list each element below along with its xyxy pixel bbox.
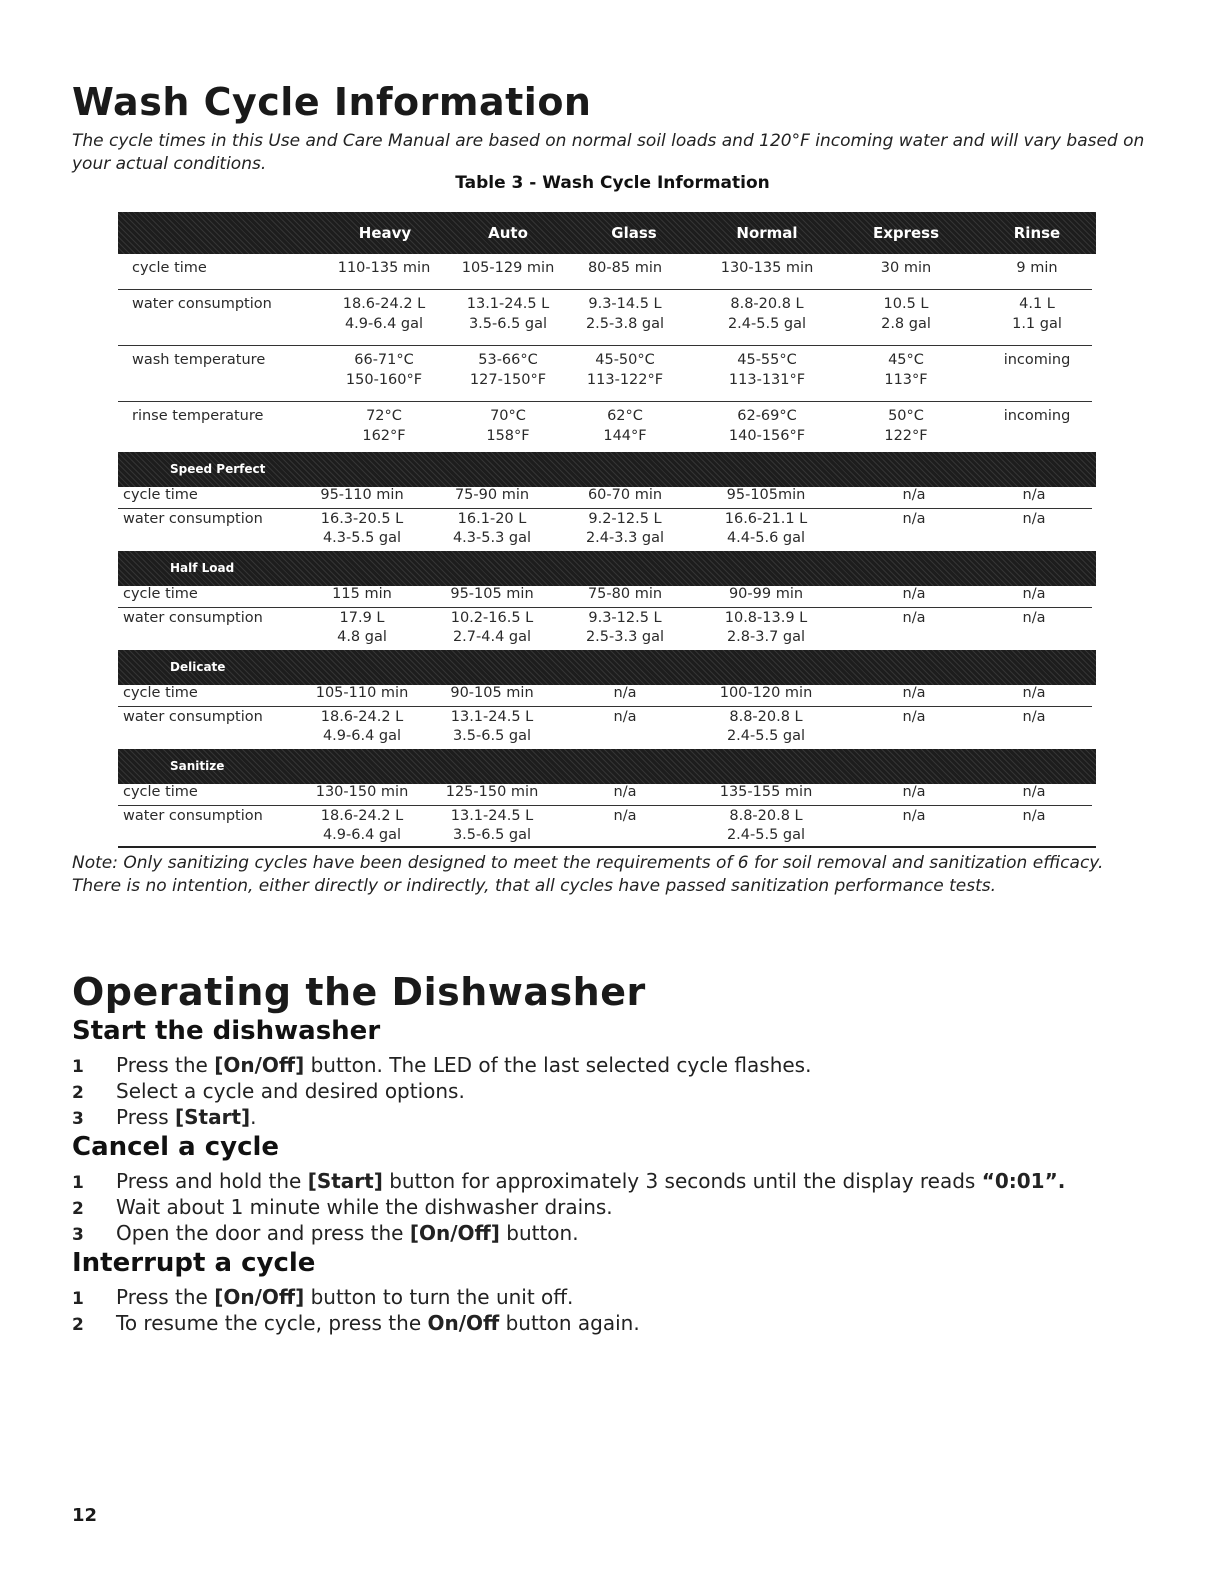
step-item <box>72 1053 811 1077</box>
row-label: rinse temperature <box>132 408 264 424</box>
table-cell: 13.1-24.5 L <box>466 296 550 312</box>
step-text: . <box>250 1105 257 1129</box>
table-cell: n/a <box>902 511 926 527</box>
step-number: 1 <box>72 1289 84 1309</box>
row-divider <box>118 401 1092 402</box>
table-cell: 62-69°C <box>737 408 797 424</box>
table-cell: n/a <box>1022 784 1046 800</box>
table-cell: 4.4-5.6 gal <box>726 530 806 546</box>
table-cell: 13.1-24.5 L <box>450 709 534 725</box>
table-cell: 115 min <box>332 586 392 602</box>
table-cell: n/a <box>902 808 926 824</box>
table-cell: 9.2-12.5 L <box>588 511 662 527</box>
table-cell: 16.1-20 L <box>457 511 527 527</box>
step-text: Press the <box>116 1285 215 1309</box>
column-header-normal: Normal <box>736 224 798 242</box>
table-cell: 53-66°C <box>478 352 538 368</box>
table-cell: 2.8-3.7 gal <box>726 629 806 645</box>
subsection-title: Interrupt a cycle <box>72 1248 316 1278</box>
table-cell: 13.1-24.5 L <box>450 808 534 824</box>
table-cell: n/a <box>902 586 926 602</box>
table-cell: 113-122°F <box>586 372 664 388</box>
table-cell: n/a <box>1022 709 1046 725</box>
page-title: Wash Cycle Information <box>72 80 592 124</box>
table-cell: 95-105min <box>726 487 806 503</box>
step-item <box>72 1169 1065 1193</box>
table-cell: 4.9-6.4 gal <box>344 316 424 332</box>
table-cell: 3.5-6.5 gal <box>468 316 548 332</box>
table-cell: 2.8 gal <box>881 316 931 332</box>
step-text: button for approximately 3 seconds until the display reads <box>382 1169 982 1193</box>
table-cell: 18.6-24.2 L <box>342 296 426 312</box>
section-name: Half Load <box>170 561 235 575</box>
section-band-sanitize <box>118 749 1096 784</box>
table-cell: n/a <box>613 784 637 800</box>
table-cell: n/a <box>613 709 637 725</box>
table-cell: 150-160°F <box>345 372 423 388</box>
step-item <box>72 1285 573 1309</box>
step-number: 3 <box>72 1109 84 1129</box>
table-cell: 8.8-20.8 L <box>730 296 804 312</box>
column-header-rinse: Rinse <box>1013 224 1061 242</box>
table-cell: n/a <box>1022 610 1046 626</box>
step-text: Wait about 1 minute while the dishwasher drains. <box>116 1195 613 1219</box>
table-cell: n/a <box>1022 511 1046 527</box>
row-divider <box>118 508 1092 509</box>
table-cell: 4.9-6.4 gal <box>322 728 402 744</box>
row-label: water consumption <box>123 610 263 626</box>
table-cell: 158°F <box>486 428 530 444</box>
step-text: Press the <box>116 1053 215 1077</box>
table-cell: n/a <box>1022 586 1046 602</box>
table-cell: 4.3-5.5 gal <box>322 530 402 546</box>
row-divider <box>118 607 1092 608</box>
table-cell: 8.8-20.8 L <box>729 709 803 725</box>
table-cell: 60-70 min <box>587 487 663 503</box>
step-text: button again. <box>499 1311 640 1335</box>
table-cell: 105-129 min <box>461 260 555 276</box>
table-cell: n/a <box>902 685 926 701</box>
table-bottom-rule <box>118 846 1096 848</box>
table-cell: 2.4-5.5 gal <box>727 316 807 332</box>
table-cell: 3.5-6.5 gal <box>452 728 532 744</box>
table-cell: 3.5-6.5 gal <box>452 827 532 843</box>
table-cell: n/a <box>1022 685 1046 701</box>
table-cell: 16.6-21.1 L <box>724 511 808 527</box>
table-cell: 105-110 min <box>315 685 409 701</box>
table-cell: 50°C <box>888 408 924 424</box>
section-name: Delicate <box>170 660 226 674</box>
section-band-half-load <box>118 551 1096 586</box>
table-cell: 18.6-24.2 L <box>320 808 404 824</box>
table-cell: 30 min <box>880 260 932 276</box>
table-header-band <box>118 212 1096 254</box>
table-cell: n/a <box>613 685 637 701</box>
table-cell: 9.3-12.5 L <box>588 610 662 626</box>
button-name: [On/Off] <box>214 1285 305 1309</box>
table-cell: 95-105 min <box>450 586 534 602</box>
table-cell: 17.9 L <box>339 610 385 626</box>
step-text: To resume the cycle, press the <box>116 1311 428 1335</box>
table-cell: 113°F <box>884 372 928 388</box>
row-divider <box>118 706 1092 707</box>
row-label: water consumption <box>123 808 263 824</box>
table-cell: incoming <box>1003 352 1071 368</box>
row-label: cycle time <box>123 586 198 602</box>
intro-text: The cycle times in this Use and Care Manual are based on normal soil loads and 120°F incoming water and will vary based on your actual conditions. <box>72 131 1145 174</box>
table-cell: 16.3-20.5 L <box>320 511 404 527</box>
step-item <box>72 1105 257 1129</box>
table-cell: 45°C <box>888 352 924 368</box>
table-cell: 140-156°F <box>728 428 806 444</box>
subsection-title: Start the dishwasher <box>72 1016 381 1046</box>
table-cell: 1.1 gal <box>1012 316 1062 332</box>
row-divider <box>118 805 1092 806</box>
table-cell: 9 min <box>1016 260 1058 276</box>
button-name: [Start] <box>307 1169 383 1193</box>
step-item <box>72 1079 465 1103</box>
row-divider <box>118 345 1092 346</box>
step-text: button. <box>499 1221 579 1245</box>
step-item <box>72 1311 640 1335</box>
table-cell: 4.3-5.3 gal <box>452 530 532 546</box>
table-cell: 18.6-24.2 L <box>320 709 404 725</box>
step-number: 1 <box>72 1057 84 1077</box>
table-cell: 90-105 min <box>450 685 534 701</box>
step-text: Select a cycle and desired options. <box>116 1079 465 1103</box>
table-cell: n/a <box>1022 808 1046 824</box>
table-cell: 122°F <box>884 428 928 444</box>
table-cell: 2.4-3.3 gal <box>585 530 665 546</box>
row-label: wash temperature <box>132 352 266 368</box>
column-header-auto: Auto <box>488 224 528 242</box>
table-cell: 127-150°F <box>469 372 547 388</box>
step-item <box>72 1221 579 1245</box>
table-cell: 4.1 L <box>1019 296 1055 312</box>
table-cell: 75-90 min <box>454 487 530 503</box>
subsection-title: Cancel a cycle <box>72 1132 280 1162</box>
table-cell: 45-55°C <box>737 352 797 368</box>
table-cell: 8.8-20.8 L <box>729 808 803 824</box>
table-cell: 2.7-4.4 gal <box>452 629 532 645</box>
table-note: Note: Only sanitizing cycles have been designed to meet the requirements of 6 for soil removal and sanitization efficacy. There is no intention, either directly or indirectly, that all cycles have passed sanitization performance tests. <box>72 853 1104 896</box>
table-cell: 10.8-13.9 L <box>724 610 808 626</box>
table-cell: 162°F <box>362 428 406 444</box>
table-cell: 72°C <box>366 408 402 424</box>
section-band-speed-perfect <box>118 452 1096 487</box>
page-number: 12 <box>72 1505 98 1526</box>
table-cell: n/a <box>1022 487 1046 503</box>
step-text: button to turn the unit off. <box>304 1285 574 1309</box>
row-label: cycle time <box>123 487 198 503</box>
section-band-delicate <box>118 650 1096 685</box>
table-cell: 4.9-6.4 gal <box>322 827 402 843</box>
table-cell: 9.3-14.5 L <box>588 296 662 312</box>
row-label: cycle time <box>123 784 198 800</box>
row-label: cycle time <box>132 260 207 276</box>
step-number: 2 <box>72 1083 84 1103</box>
table-cell: 125-150 min <box>445 784 539 800</box>
table-cell: 80-85 min <box>587 260 663 276</box>
button-name: [On/Off] <box>214 1053 305 1077</box>
table-cell: n/a <box>902 487 926 503</box>
row-label: water consumption <box>123 709 263 725</box>
table-cell: incoming <box>1003 408 1071 424</box>
step-number: 2 <box>72 1199 84 1219</box>
step-number: 1 <box>72 1173 84 1193</box>
table-cell: 2.4-5.5 gal <box>726 728 806 744</box>
button-name: [On/Off] <box>409 1221 500 1245</box>
step-number: 3 <box>72 1225 84 1245</box>
table-cell: n/a <box>902 610 926 626</box>
step-text: Press <box>116 1105 175 1129</box>
table-cell: 45-50°C <box>595 352 655 368</box>
step-text: button. The LED of the last selected cycle flashes. <box>304 1053 812 1077</box>
button-name: “0:01”. <box>981 1169 1066 1193</box>
column-header-glass: Glass <box>611 224 657 242</box>
table-cell: 2.5-3.8 gal <box>585 316 665 332</box>
section-name: Speed Perfect <box>170 462 266 476</box>
table-cell: 2.5-3.3 gal <box>585 629 665 645</box>
table-cell: 113-131°F <box>728 372 806 388</box>
row-label: water consumption <box>123 511 263 527</box>
column-header-express: Express <box>872 224 940 242</box>
table-cell: 130-135 min <box>720 260 814 276</box>
table-cell: 10.5 L <box>883 296 929 312</box>
table-cell: 70°C <box>490 408 526 424</box>
table-cell: 100-120 min <box>719 685 813 701</box>
table-cell: n/a <box>613 808 637 824</box>
step-text: Press and hold the <box>116 1169 308 1193</box>
table-cell: n/a <box>902 709 926 725</box>
table-cell: 75-80 min <box>587 586 663 602</box>
section-title: Operating the Dishwasher <box>72 970 646 1014</box>
table-cell: 135-155 min <box>719 784 813 800</box>
table-cell: 66-71°C <box>354 352 414 368</box>
row-label: water consumption <box>132 296 272 312</box>
step-item <box>72 1195 613 1219</box>
table-cell: 2.4-5.5 gal <box>726 827 806 843</box>
row-label: cycle time <box>123 685 198 701</box>
step-text: Open the door and press the <box>116 1221 410 1245</box>
button-name: [Start] <box>175 1105 251 1129</box>
step-number: 2 <box>72 1315 84 1335</box>
table-cell: 90-99 min <box>728 586 804 602</box>
table-cell: 95-110 min <box>320 487 404 503</box>
table-cell: 10.2-16.5 L <box>450 610 534 626</box>
column-header-heavy: Heavy <box>358 224 412 242</box>
section-name: Sanitize <box>170 759 225 773</box>
table-cell: 62°C <box>607 408 643 424</box>
table-cell: 4.8 gal <box>337 629 387 645</box>
button-name: On/Off <box>427 1311 500 1335</box>
table-cell: n/a <box>902 784 926 800</box>
table-cell: 130-150 min <box>315 784 409 800</box>
table-cell: 110-135 min <box>337 260 431 276</box>
table-caption: Table 3 - Wash Cycle Information <box>455 173 770 193</box>
row-divider <box>118 289 1092 290</box>
table-cell: 144°F <box>603 428 647 444</box>
